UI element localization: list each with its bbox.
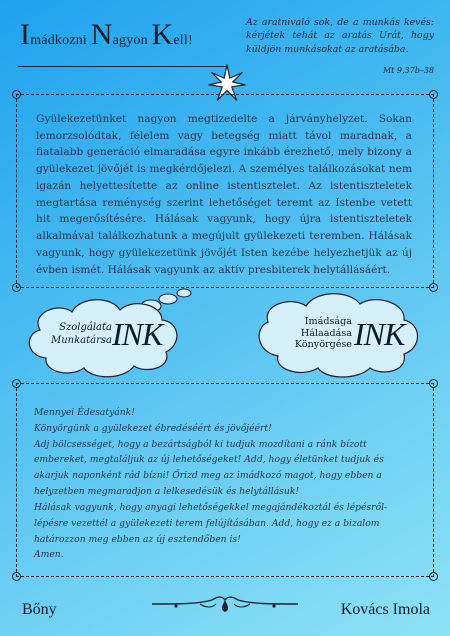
cloud-right-line-3: Könyörgése bbox=[294, 339, 352, 350]
frame-corner bbox=[429, 379, 438, 388]
flourish-ornament bbox=[150, 590, 300, 614]
title-initial-1: I bbox=[20, 18, 31, 51]
cloud-right-text bbox=[286, 316, 352, 351]
cloud-left-text bbox=[42, 322, 112, 347]
cloud-left-ink: INK bbox=[112, 316, 163, 352]
bible-verse-reference: Mt 9,37b–38 bbox=[382, 66, 434, 75]
cloud-right-line-2: Hálaadása bbox=[300, 327, 352, 339]
thought-bubble-dot bbox=[159, 294, 177, 304]
frame-corner bbox=[429, 572, 438, 581]
frame-corner bbox=[12, 572, 21, 581]
prayer-text bbox=[34, 405, 418, 563]
prayer-line: Hálásak vagyunk, hogy anyagi lehetőségekkel megajándékoztál és lépésről-lépésre vezettél a gyülekezeti terem felújításában. Add, hogy ez a bizalom határozzon meg ebben az új esztendőben is! bbox=[34, 501, 388, 545]
title-word-3: ell! bbox=[173, 33, 193, 48]
prayer-line: Könyörgünk a gyülekezet ébredéséért és jövőjéért! bbox=[34, 422, 272, 434]
cloud-right-line-1: Imádsága bbox=[304, 316, 352, 327]
title-word-2: agyon bbox=[112, 33, 152, 48]
cloud-right-ink: INK bbox=[354, 316, 405, 352]
prayer-line: Amen. bbox=[34, 549, 64, 561]
prayer-line: Adj bölcsességet, hogy a bezártságból ki tudjuk mozdítani a ránk bízott embereket, megtaláljuk az új lehetőségeket! Add, hogy életünket tudjuk és akarjuk naponként rád bízni! Őrizd meg az imádkozó magot, hogy ebben a helyzetben megmaradjon a lelkesedésük és helytállásuk! bbox=[34, 438, 384, 498]
title-initial-3: K bbox=[151, 18, 174, 51]
frame-corner bbox=[12, 90, 21, 99]
title-word-1: mádkozni bbox=[30, 33, 91, 48]
title-underline bbox=[18, 66, 228, 67]
prayer-line: Mennyei Édesatyánk! bbox=[34, 407, 135, 418]
footer-place: Bőny bbox=[22, 601, 57, 618]
cloud-left-line-2: Munkatársa bbox=[51, 334, 112, 346]
intro-paragraph: Gyülekezetünket nagyon megtizedelte a járványhelyzet. Sokan lemorzsolódtak, félelem vagy betegség miatt távol maradnak, a fiatalabb generáció elmaradása egyre inkább érezhető, mely bizony a gyülekezet jövőjét is megkérdőjelezi. A személyes találkozásokat nem igazán helyettesítette az online istentisztelet. Az istentiszteletek megtartása reménység szerint lehetőséget teremt az Istenbe vetett hit megerősítésére. Hálásak vagyunk, hogy újra istentiszteletek alkalmával találkozhatunk a megújult gyülekezeti teremben. Hálásak vagyunk, hogy gyülekezetünk jövőjét Isten kezébe helyezhetjük az új évben ismét. Hálásak vagyunk az aktív presbiterek helytállásáért. bbox=[36, 113, 412, 276]
thought-bubble-dot bbox=[177, 289, 191, 297]
cloud-left-line-1: Szolgálata bbox=[59, 322, 112, 333]
footer-author: Kovács Imola bbox=[340, 601, 430, 618]
frame-corner bbox=[12, 379, 21, 388]
bible-verse: Az aratnivaló sok, de a munkás kevés: kérjétek tehát az aratás Urát, hogy küldjön munkásokat az aratásába. bbox=[246, 17, 434, 55]
title-initial-2: N bbox=[90, 18, 113, 51]
frame-corner bbox=[429, 90, 438, 99]
page-title bbox=[20, 20, 193, 50]
